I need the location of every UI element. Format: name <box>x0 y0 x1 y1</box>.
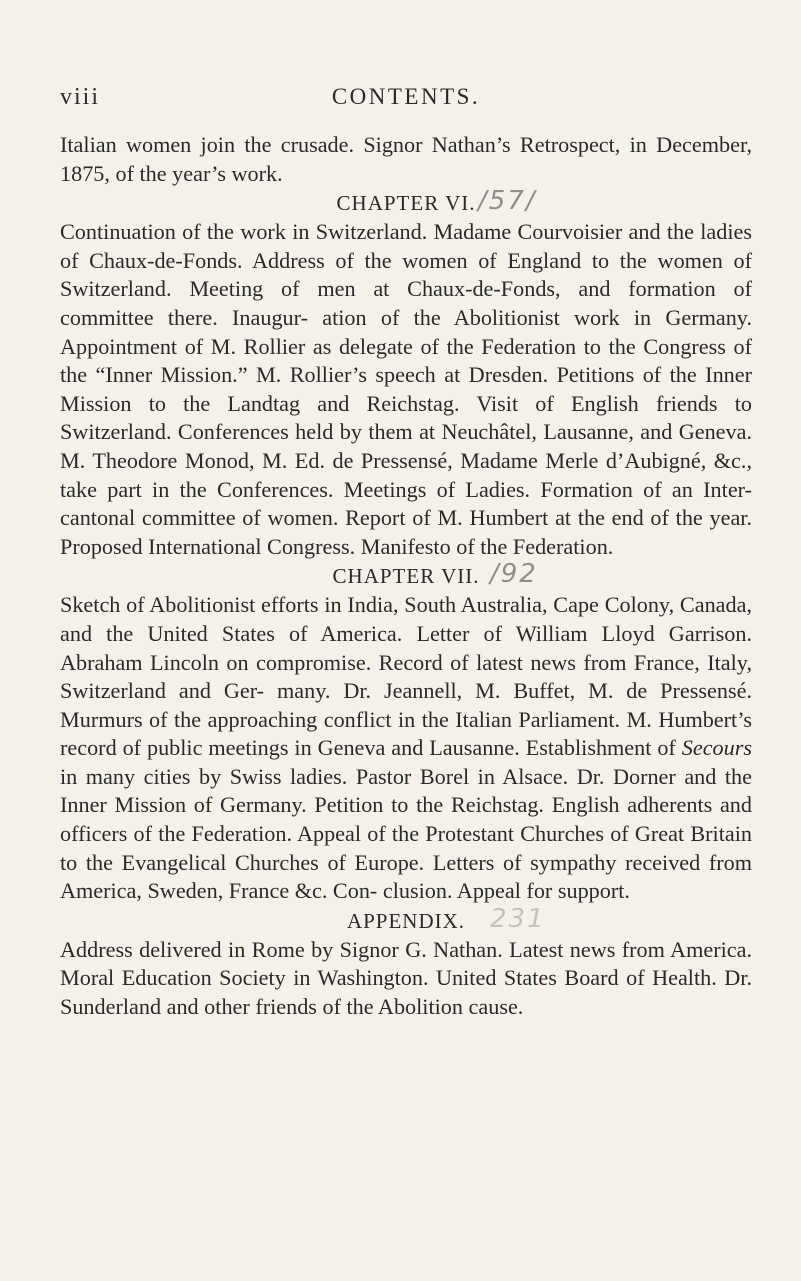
chapter-7-title: CHAPTER VII. <box>332 564 480 589</box>
chapter-6-summary: Continuation of the work in Switzerland. Madame Courvoisier and the ladies of Chaux-de-Fonds. Address of the women of England to the women of Switzerland. Meeting of men at Chaux-de-Fonds, and formation of committee there. Inaugur- ation of the Abolitionist work in Germany. Appointment of M. Rollier as delegate of the Federation to the Congress of the “Inner Mission.” M. Rollier’s speech at Dresden. Petitions of the Inner Mission to the Landtag and Reichstag. Visit of English friends to Switzerland. Conferences held by them at Neuchâtel, Lausanne, and Geneva. M. Theodore Monod, M. Ed. de Pressensé, Madame Merle d’Aubigné, &c., take part in the Conferences. Meetings of Ladies. Formation of an Inter- cantonal committee of women. Report of M. Humbert at the end of the year. Proposed International Congress. Manifesto of the Federation. <box>60 219 752 559</box>
appendix-title: APPENDIX. <box>346 908 466 933</box>
contents-body <box>60 131 752 1022</box>
secours-italic: Secours <box>681 735 752 761</box>
chapter-6-handwritten-page-note: /57/ <box>478 186 537 217</box>
chapter-6-heading <box>60 188 752 218</box>
running-head <box>60 84 752 114</box>
intro-paragraph: Italian women join the crusade. Signor Nathan’s Retrospect, in December, 1875, of the year’s work. <box>60 132 752 186</box>
running-title: CONTENTS. <box>331 84 481 109</box>
chapter-7-heading <box>60 561 752 591</box>
page-number: viii <box>60 84 101 110</box>
chapter-7-summary <box>60 591 752 906</box>
chapter-6-title: CHAPTER VI. <box>336 191 476 216</box>
chapter-7-handwritten-page-note: /92 <box>490 559 538 590</box>
appendix-handwritten-page-note: 231 <box>490 903 546 934</box>
appendix-heading <box>60 903 752 936</box>
chapter-7-summary-part-2: in many cities by Swiss ladies. Pastor Borel in Alsace. Dr. Dorner and the Inner Mission of Germany. Petition to the Reichstag. English adherents and officers of the Federation. Appeal of the Protestant Churches of Great Britain to the Evangelical Churches of Europe. Letters of sympathy received from America, Sweden, France &c. Con- clusion. Appeal for support. <box>60 763 752 904</box>
chapter-7-summary-part-1: Sketch of Abolitionist efforts in India, South Australia, Cape Colony, Canada, and the United States of America. Letter of William Lloyd Garrison. Abraham Lincoln on compromise. Record of latest news from France, Italy, Switzerland and Ger- many. Dr. Jeannell, M. Buffet, M. de Pressensé. Murmurs of the approaching conflict in the Italian Parliament. M. Humbert’s record of public meetings in Geneva and Lausanne. Establishment of <box>60 592 752 761</box>
appendix-summary: Address delivered in Rome by Signor G. Nathan. Latest news from America. Moral Education Society in Washington. United States Board of Health. Dr. Sunderland and other friends of the Abolition cause. <box>60 936 752 1020</box>
